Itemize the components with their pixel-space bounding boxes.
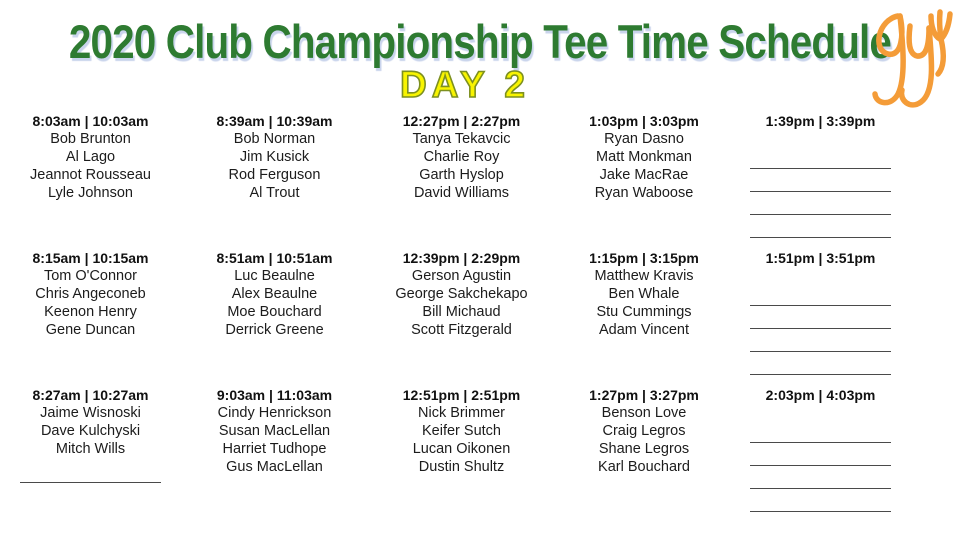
tee-time-group xyxy=(0,112,181,202)
page-title: 2020 Club Championship Tee Time Schedule xyxy=(68,15,892,68)
player-name: Adam Vincent xyxy=(598,322,689,338)
player-name: Matt Monkman xyxy=(596,149,692,165)
tee-time-group xyxy=(181,249,368,339)
player-name: Tom O'Connor xyxy=(43,268,138,284)
player-name: Chris Angeconeb xyxy=(35,286,146,302)
tee-time-group xyxy=(733,249,908,375)
blank-player-line xyxy=(750,192,891,215)
player-name: Gene Duncan xyxy=(45,322,136,338)
player-name: Dustin Shultz xyxy=(418,459,505,475)
player-name: Luc Beaulne xyxy=(234,268,315,284)
player-name: Stu Cummings xyxy=(596,304,692,320)
tee-time-header: 8:27am | 10:27am xyxy=(32,387,149,403)
player-name: Scott Fitzgerald xyxy=(411,322,512,338)
tee-time-header: 8:51am | 10:51am xyxy=(216,250,333,266)
schedule-row xyxy=(0,386,960,523)
player-name: Al Trout xyxy=(249,185,300,201)
tee-time-header: 12:39pm | 2:29pm xyxy=(402,250,521,266)
tee-time-header: 2:03pm | 4:03pm xyxy=(765,387,876,403)
player-name: Jake MacRae xyxy=(599,167,689,183)
player-name: Moe Bouchard xyxy=(227,304,322,320)
tee-time-header: 1:27pm | 3:27pm xyxy=(589,387,699,403)
tee-time-group xyxy=(555,249,733,339)
player-name: Tanya Tekavcic xyxy=(412,131,511,147)
player-name: Rod Ferguson xyxy=(228,167,321,183)
tee-time-header: 8:39am | 10:39am xyxy=(216,113,333,129)
blank-player-line xyxy=(20,462,161,483)
blank-player-line xyxy=(750,306,891,329)
player-name: Nick Brimmer xyxy=(418,405,505,421)
player-name: Ryan Dasno xyxy=(604,131,684,147)
tee-time-group xyxy=(733,112,908,238)
blank-player-line xyxy=(750,169,891,192)
player-name: Garth Hyslop xyxy=(419,167,504,183)
player-name: Bill Michaud xyxy=(422,304,501,320)
tee-time-group xyxy=(0,386,181,483)
tee-time-group xyxy=(181,386,368,476)
player-name: Lyle Johnson xyxy=(48,185,133,201)
blank-player-line xyxy=(750,146,891,169)
player-name: Karl Bouchard xyxy=(598,459,690,475)
player-name: Cindy Henrickson xyxy=(217,405,332,421)
blank-player-line xyxy=(750,329,891,352)
tee-time-header: 8:03am | 10:03am xyxy=(32,113,149,129)
player-name: Charlie Roy xyxy=(423,149,500,165)
player-name: Jeannot Rousseau xyxy=(30,167,151,183)
player-name: Bob Norman xyxy=(233,131,316,147)
blank-player-line xyxy=(750,352,891,375)
player-name: Craig Legros xyxy=(602,423,686,439)
player-name: George Sakchekapo xyxy=(395,286,528,302)
tee-time-group xyxy=(368,249,555,339)
tee-time-header: 12:27pm | 2:27pm xyxy=(402,113,521,129)
orange-script-logo-icon xyxy=(868,4,954,114)
tee-time-schedule xyxy=(0,112,960,523)
player-name: Ryan Waboose xyxy=(594,185,694,201)
player-name: Keenon Henry xyxy=(44,304,137,320)
tee-time-group xyxy=(733,386,908,512)
player-name: Gus MacLellan xyxy=(226,459,323,475)
tee-time-group xyxy=(0,249,181,339)
blank-player-line xyxy=(750,283,891,306)
player-name: Harriet Tudhope xyxy=(222,441,327,457)
player-name: Gerson Agustin xyxy=(411,268,512,284)
player-name: David Williams xyxy=(413,185,510,201)
day-label: DAY 2 xyxy=(400,64,530,105)
tee-time-header: 9:03am | 11:03am xyxy=(216,387,333,403)
tee-time-group xyxy=(368,386,555,476)
tee-time-group xyxy=(555,112,733,202)
tee-time-header: 8:15am | 10:15am xyxy=(32,250,149,266)
player-name: Shane Legros xyxy=(598,441,690,457)
player-name: Al Lago xyxy=(65,149,116,165)
player-name: Keifer Sutch xyxy=(422,423,501,439)
player-name: Ben Whale xyxy=(608,286,680,302)
schedule-row xyxy=(0,112,960,249)
player-name: Benson Love xyxy=(601,405,687,421)
tee-time-header: 1:39pm | 3:39pm xyxy=(765,113,876,129)
tee-time-group xyxy=(555,386,733,476)
blank-player-line xyxy=(750,443,891,466)
tee-time-group xyxy=(181,112,368,202)
blank-player-line xyxy=(750,489,891,512)
player-name: Dave Kulchyski xyxy=(40,423,141,439)
schedule-row xyxy=(0,249,960,386)
player-name: Derrick Greene xyxy=(225,322,324,338)
tee-time-header: 1:03pm | 3:03pm xyxy=(589,113,699,129)
tee-time-header: 1:15pm | 3:15pm xyxy=(589,250,699,266)
tee-time-header: 1:51pm | 3:51pm xyxy=(765,250,876,266)
player-name: Jim Kusick xyxy=(239,149,310,165)
player-name: Mitch Wills xyxy=(55,441,126,457)
player-name: Lucan Oikonen xyxy=(412,441,511,457)
tee-time-header: 12:51pm | 2:51pm xyxy=(402,387,521,403)
player-name: Bob Brunton xyxy=(50,131,131,147)
blank-player-line xyxy=(750,215,891,238)
tee-time-group xyxy=(368,112,555,202)
player-name: Jaime Wisnoski xyxy=(40,405,141,421)
player-name: Alex Beaulne xyxy=(231,286,318,302)
player-name: Matthew Kravis xyxy=(594,268,694,284)
blank-player-line xyxy=(750,466,891,489)
player-name: Susan MacLellan xyxy=(218,423,331,439)
blank-player-line xyxy=(750,420,891,443)
